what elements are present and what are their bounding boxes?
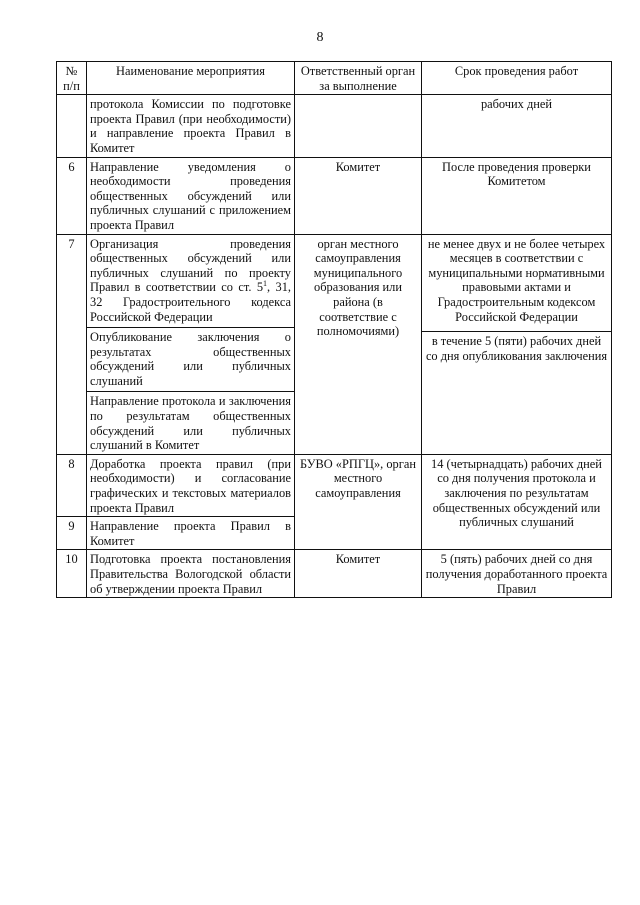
row-num: [57, 95, 87, 157]
row-term: рабочих дней: [422, 95, 612, 157]
row-responsible: БУВО «РПГЦ», орган местного самоуправления: [295, 454, 422, 550]
row-responsible: Комитет: [295, 157, 422, 234]
header-num: № п/п: [57, 62, 87, 95]
row-term-part: в течение 5 (пяти) рабочих дней со дня опубликования заключения: [422, 331, 611, 363]
row-responsible: орган местного самоуправления муниципального образования или района (в соответствие с полномочиями): [295, 234, 422, 454]
row-name-part: Организация проведения общественных обсуждений или публичных слушаний по проекту Правил в соответствии со ст. 5: [90, 236, 291, 295]
row-subitem: Направление протокола и заключения по результатам общественных обсуждений или публичных слушаний в Комитет: [87, 391, 294, 452]
row-responsible: [295, 95, 422, 157]
row-name: протокола Комиссии по подготовке проекта Правил (при необходимости) и направление проекта Правил в Комитет: [87, 95, 295, 157]
row-num: 10: [57, 550, 87, 598]
row-name: Доработка проекта правил (при необходимости) и согласование графических и текстовых материалов проекта Правил: [87, 454, 295, 516]
row-name: [87, 234, 295, 454]
header-name: Наименование мероприятия: [87, 62, 295, 95]
row-term-part: не менее двух и не более четырех месяцев в соответствии с муниципальными нормативными правовыми актами и Градостроительным кодексом Российской Федерации: [427, 236, 606, 324]
row-term: После проведения проверки Комитетом: [422, 157, 612, 234]
row-name: Подготовка проекта постановления Правительства Вологодской области об утверждении проекта Правил: [87, 550, 295, 598]
header-responsible: Ответственный орган за выполнение: [295, 62, 422, 95]
row-subitem: Опубликование заключения о результатах общественных обсуждений или публичных слушаний: [87, 327, 294, 388]
row-num: 8: [57, 454, 87, 516]
row-responsible: Комитет: [295, 550, 422, 598]
row-term: 14 (четырнадцать) рабочих дней со дня получения протокола и заключения по результатам общественных обсуждений или публичных слушаний: [422, 454, 612, 550]
row-num: 9: [57, 517, 87, 550]
table-row: [57, 550, 612, 598]
page-number: 8: [316, 30, 324, 45]
row-name-part: , 31, 32 Градостроительного кодекса Российской Федерации: [90, 280, 291, 324]
table-row: [57, 454, 612, 516]
row-num: 6: [57, 157, 87, 234]
header-term: Срок проведения работ: [422, 62, 612, 95]
row-name: Направление проекта Правил в Комитет: [87, 517, 295, 550]
superscript: 1: [263, 279, 268, 289]
table-header-row: [57, 62, 612, 95]
events-table: [56, 61, 612, 598]
row-name: Направление уведомления о необходимости проведения общественных обсуждений или публичных слушаний с приложением проекта Правил: [87, 157, 295, 234]
table-row: [57, 95, 612, 157]
row-term: [422, 234, 612, 454]
table-row: [57, 157, 612, 234]
table-row: [57, 234, 612, 454]
row-term: 5 (пять) рабочих дней со дня получения доработанного проекта Правил: [422, 550, 612, 598]
row-num: 7: [57, 234, 87, 454]
